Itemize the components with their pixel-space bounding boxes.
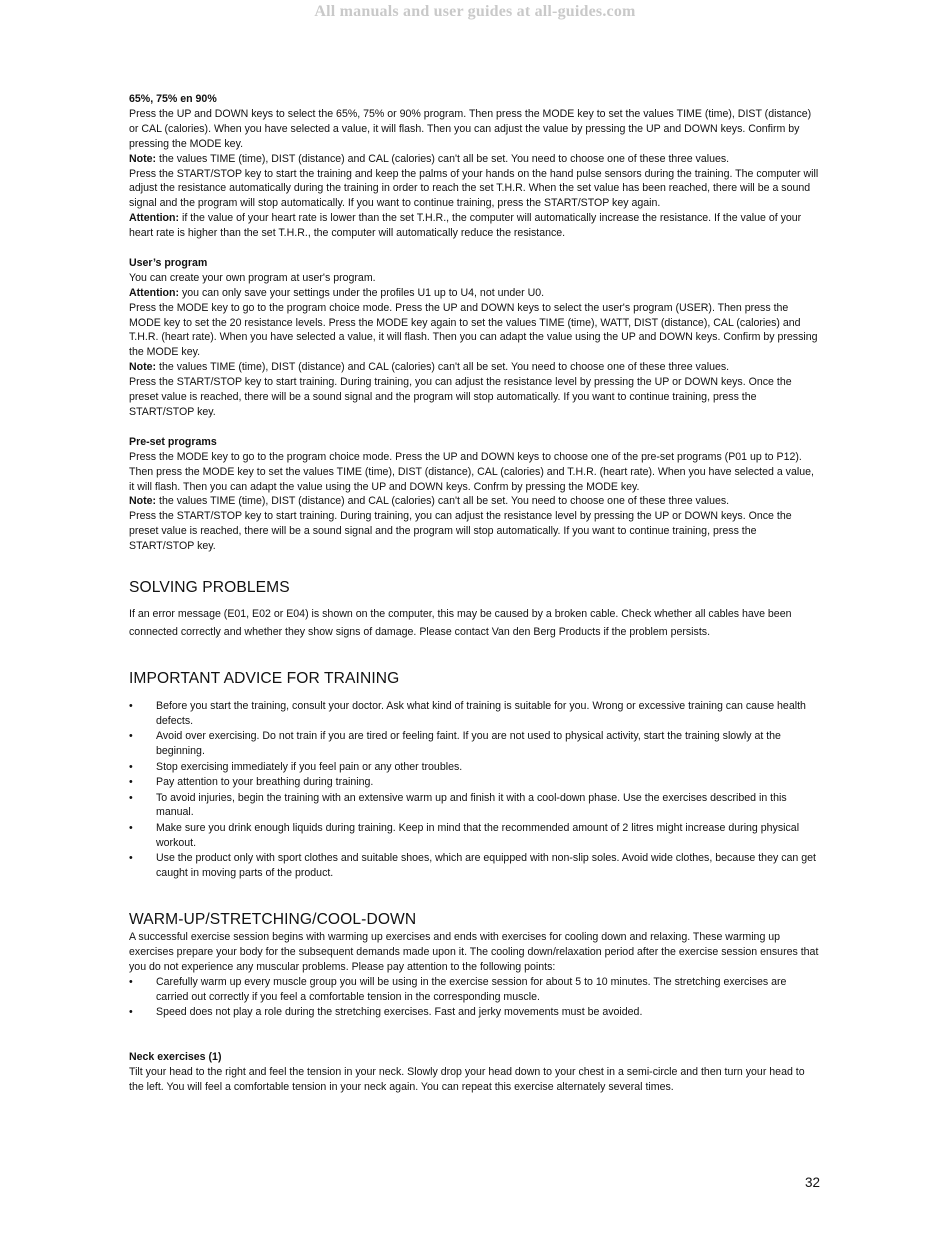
section-user-program xyxy=(129,256,821,420)
note-paragraph xyxy=(129,152,821,167)
note-label: Note: xyxy=(129,361,157,374)
list-item xyxy=(129,821,821,851)
list-item xyxy=(129,851,821,881)
note-text: the values TIME (time), DIST (distance) and CAL (calories) can't all be set. You need to choose one of these three values. xyxy=(156,361,730,374)
list-item xyxy=(129,775,821,790)
list-item xyxy=(129,760,821,775)
attention-paragraph xyxy=(129,286,821,301)
paragraph: Press the START/STOP key to start training. During training, you can adjust the resistance level by pressing the UP or DOWN keys. Once the preset value is reached, there will be a sound signal and the program will stop automatically. If you want to continue training, press the START/STOP key. xyxy=(129,376,792,419)
bullet-icon: • xyxy=(129,975,133,988)
paragraph: Press the MODE key to go to the program choice mode. Press the UP and DOWN keys to select the user's program (USER). Then press the MODE key to set the 20 resistance levels. Press the MODE key again to set the values TIME (time), WATT, DIST (distance), CAL (calories) and T.H.R. (heart rate). When you have selected a value, it will flash. Then you can adapt the value using the UP and DOWN keys. Confirm by pressing the MODE key. xyxy=(129,301,818,359)
note-paragraph xyxy=(129,494,821,509)
advice-list xyxy=(129,699,821,881)
paragraph: Press the MODE key to go to the program choice mode. Press the UP and DOWN keys to choose one of the pre-set programs (P01 up to P12). Then press the MODE key to set the values TIME (time), DIST (distance), CAL (calories) and T.H.R. (heart rate). When you have selected a value, it will flash. Then you can adapt the value using the UP and DOWN keys. Confrm by pressing the MODE key. xyxy=(129,450,814,493)
list-item xyxy=(129,791,821,821)
list-item-text: Before you start the training, consult your doctor. Ask what kind of training is suitable for you. Wrong or excessive training can cause health defects. xyxy=(156,700,806,727)
spacer xyxy=(129,420,821,435)
list-item-text: Carefully warm up every muscle group you will be using in the exercise session for about 5 to 10 minutes. The stretching exercises are carried out correctly if you feel a comfortable tension in the corresponding muscle. xyxy=(156,975,787,1003)
list-item-text: Avoid over exercising. Do not train if you are tired or feeling faint. If you are not used to physical activity, start the training slowly at the beginning. xyxy=(156,730,781,758)
list-item-text: Stop exercising immediately if you feel pain or any other troubles. xyxy=(156,760,463,773)
page-number: 32 xyxy=(804,1175,820,1190)
paragraph: A successful exercise session begins with warming up exercises and ends with exercises for cooling down and relaxing. These warming up exercises prepare your body for the subsequent demands made upon it. The cooling down/relaxation period after the exercise session ensures that you do not experience any muscular problems. Please pay attention to the following points: xyxy=(129,930,819,973)
note-label: Note: xyxy=(129,152,157,165)
attention-label: Attention: xyxy=(129,212,180,225)
list-item-text: Speed does not play a role during the stretching exercises. Fast and jerky movements must be avoided. xyxy=(156,1005,643,1018)
section-preset-programs xyxy=(129,435,821,554)
bullet-icon: • xyxy=(129,791,133,804)
bullet-icon: • xyxy=(129,821,133,834)
paragraph: Tilt your head to the right and feel the tension in your neck. Slowly drop your head down to your chest in a semi-circle and then turn your head to the left. You will feel a comfortable tension in your neck again. You can repeat this exercise alternately several times. xyxy=(129,1065,805,1093)
bullet-icon: • xyxy=(129,1005,133,1018)
bullet-icon: • xyxy=(129,730,133,743)
list-item xyxy=(129,1005,821,1020)
bullet-icon: • xyxy=(129,852,133,865)
list-item xyxy=(129,975,821,1005)
attention-text: you can only save your settings under the profiles U1 up to U4, not under U0. xyxy=(179,286,545,299)
note-label: Note: xyxy=(129,495,157,508)
spacer xyxy=(129,241,821,256)
note-paragraph xyxy=(129,360,821,375)
list-item xyxy=(129,729,821,759)
note-text: the values TIME (time), DIST (distance) and CAL (calories) can't all be set. You need to choose one of these three values. xyxy=(156,495,730,508)
section-title: 65%, 75% en 90% xyxy=(129,93,217,105)
bullet-icon: • xyxy=(129,760,133,773)
paragraph: You can create your own program at user's program. xyxy=(129,271,376,284)
attention-text: if the value of your heart rate is lower than the set T.H.R., the computer will automatically increase the resistance. If the value of your heart rate is higher than the set T.H.R., the computer will automatically reduce the resistance. xyxy=(129,212,802,240)
paragraph: Press the START/STOP key to start training. During training, you can adjust the resistance level by pressing the UP or DOWN keys. Once the preset value is reached, there will be a sound signal and the program will stop automatically. If you want to continue training, press the START/STOP key. xyxy=(129,510,792,553)
section-percent-programs xyxy=(129,92,821,241)
heading-warm-up: WARM-UP/STRETCHING/COOL-DOWN xyxy=(129,910,417,928)
heading-important-advice: IMPORTANT ADVICE FOR TRAINING xyxy=(129,670,400,688)
page-content xyxy=(129,92,821,1095)
bullet-icon: • xyxy=(129,700,133,713)
list-item-text: To avoid injuries, begin the training with an extensive warm up and finish it with a cool-down phase. Use the exercises described in this manual. xyxy=(156,791,787,819)
section-title: User’s program xyxy=(129,256,208,269)
paragraph: Press the START/STOP key to start the training and keep the palms of your hands on the hand pulse sensors during the training. The computer will adjust the resistance automatically during the training in order to reach the set T.H.R. When the set value has been reached, there will be a sound signal and the program will stop automatically. If you want to continue training, press the START/STOP key again. xyxy=(129,167,819,210)
list-item xyxy=(129,699,821,729)
watermark: All manuals and user guides at all-guides.com xyxy=(314,3,636,20)
section-neck-exercises xyxy=(129,1050,821,1095)
attention-paragraph xyxy=(129,211,821,241)
paragraph: If an error message (E01, E02 or E04) is shown on the computer, this may be caused by a broken cable. Check whether all cables have been connected correctly and whether they show signs of damage. Please contact Van den Berg Products if the problem persists. xyxy=(129,608,792,638)
list-item-text: Pay attention to your breathing during training. xyxy=(156,776,374,789)
note-text: the values TIME (time), DIST (distance) and CAL (calories) can't all be set. You need to choose one of these three values. xyxy=(156,152,730,165)
list-item-text: Make sure you drink enough liquids during training. Keep in mind that the recommended amount of 2 litres might increase during physical workout. xyxy=(156,821,800,849)
paragraph: Press the UP and DOWN keys to select the 65%, 75% or 90% program. Then press the MODE key to set the values TIME (time), DIST (distance) or CAL (calories). When you have selected a value, it will flash. Then you can adjust the value by pressing the UP and DOWN keys. Confirm by pressing the MODE key. xyxy=(129,107,812,150)
list-item-text: Use the product only with sport clothes and suitable shoes, which are equipped with non-slip soles. Avoid wide clothes, because they can get caught in moving parts of the product. xyxy=(156,852,816,880)
heading-solving-problems: SOLVING PROBLEMS xyxy=(129,579,290,597)
section-title: Neck exercises (1) xyxy=(129,1050,222,1063)
bullet-icon: • xyxy=(129,776,133,789)
section-title: Pre-set programs xyxy=(129,435,217,448)
warmup-list xyxy=(129,975,821,1020)
attention-label: Attention: xyxy=(129,286,180,299)
